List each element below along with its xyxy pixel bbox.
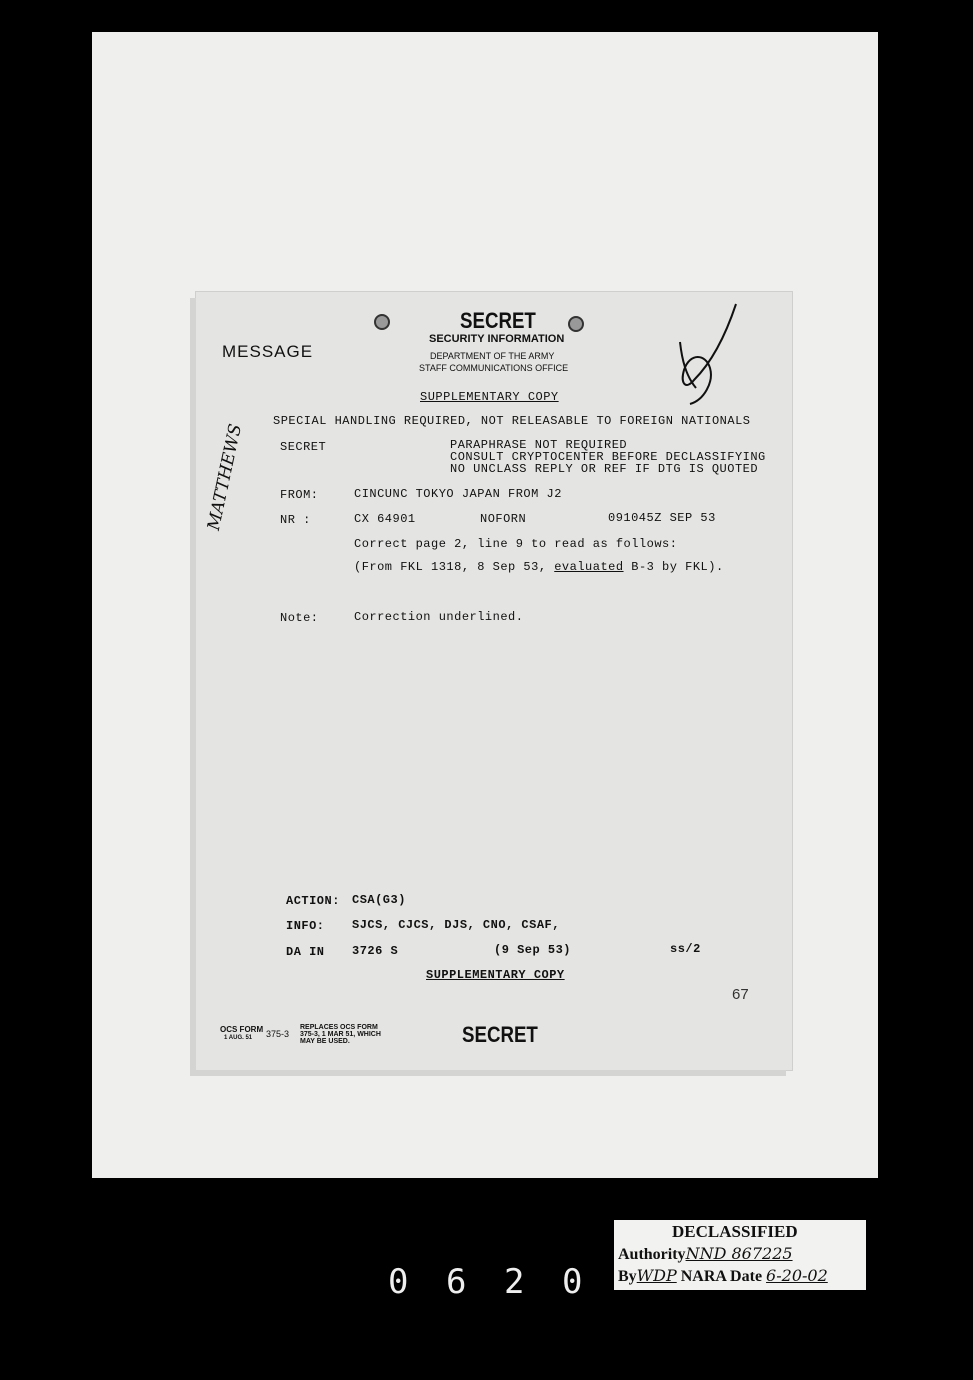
by-label: By [618,1268,637,1285]
classification-label: SECRET [280,440,327,454]
da-in-ref: ss/2 [670,942,701,956]
action-value: CSA(G3) [352,893,406,907]
from-label: FROM: [280,488,319,502]
supplementary-copy-top: SUPPLEMENTARY COPY [420,390,559,404]
replaces-line-2: 375-3, 1 MAR 51, WHICH [300,1031,381,1038]
office: STAFF COMMUNICATIONS OFFICE [419,363,569,373]
punch-hole-left [374,314,390,330]
form-label-text: OCS FORM [220,1025,264,1034]
nr-caveat: NOFORN [480,512,527,526]
bottom-classification: SECRET [462,1022,538,1047]
declassified-title: DECLASSIFIED [672,1222,798,1241]
body-line-2-prefix: (From FKL 1318, 8 Sep 53, [354,560,555,574]
replaces-line-1: REPLACES OCS FORM [300,1024,378,1031]
message-heading: MESSAGE [222,342,314,361]
action-label: ACTION: [286,894,340,908]
margin-handwritten-name: MATTHEWS [204,422,247,533]
da-in-number: 3726 S [352,944,399,958]
message-form [196,292,792,1070]
signature-mark [666,300,746,410]
body-line-1: Correct page 2, line 9 to read as follows: [354,537,678,551]
replaces-note [300,1024,381,1045]
handling-instructions [450,439,766,475]
authority-value: NND 867225 [685,1244,793,1263]
authority-label: Authority [618,1246,686,1263]
frame-digit-1: 0 [388,1262,411,1302]
authority-line [618,1244,793,1264]
declassified-stamp [614,1220,866,1290]
nara-date-value: 6-20-02 [766,1266,828,1285]
replaces-line-3: MAY BE USED. [300,1038,350,1045]
nr-label: NR : [280,513,311,527]
frame-digit-2: 6 [446,1262,469,1302]
top-classification: SECRET [460,308,536,333]
nr-number: CX 64901 [354,512,416,526]
frame-digit-3: 2 [504,1262,527,1302]
body-line-2 [354,560,724,574]
page-number: 67 [732,986,749,1003]
by-line [618,1266,828,1286]
from-value: CINCUNC TOKYO JAPAN FROM J2 [354,487,562,501]
info-label: INFO: [286,919,325,933]
frame-digit-4: 0 [562,1262,585,1302]
form-label [220,1026,263,1042]
punch-hole-right [568,316,584,332]
note-value: Correction underlined. [354,610,524,624]
instruction-cryptocenter: CONSULT CRYPTOCENTER BEFORE DECLASSIFYING [450,450,766,464]
da-in-date: (9 Sep 53) [494,943,572,957]
instruction-unclass: NO UNCLASS REPLY OR REF IF DTG IS QUOTED [450,462,759,476]
supplementary-copy-bottom: SUPPLEMENTARY COPY [426,968,565,982]
note-label: Note: [280,611,319,625]
nara-label: NARA Date [680,1268,763,1285]
form-number: 375-3 [266,1029,290,1039]
department: DEPARTMENT OF THE ARMY [430,351,555,361]
special-handling: SPECIAL HANDLING REQUIRED, NOT RELEASABLE TO FOREIGN NATIONALS [273,414,751,428]
da-in-label: DA IN [286,945,325,959]
body-line-2-underlined: evaluated [554,560,624,574]
form-date: 1 AUG. 51 [224,1035,253,1041]
body-line-2-suffix: B-3 by FKL). [623,560,724,574]
info-value: SJCS, CJCS, DJS, CNO, CSAF, [352,918,560,932]
nr-dtg: 091045Z SEP 53 [608,511,716,525]
instruction-paraphrase: PARAPHRASE NOT REQUIRED [450,438,628,452]
security-information: SECURITY INFORMATION [429,333,565,345]
by-value: WDP [636,1266,677,1285]
